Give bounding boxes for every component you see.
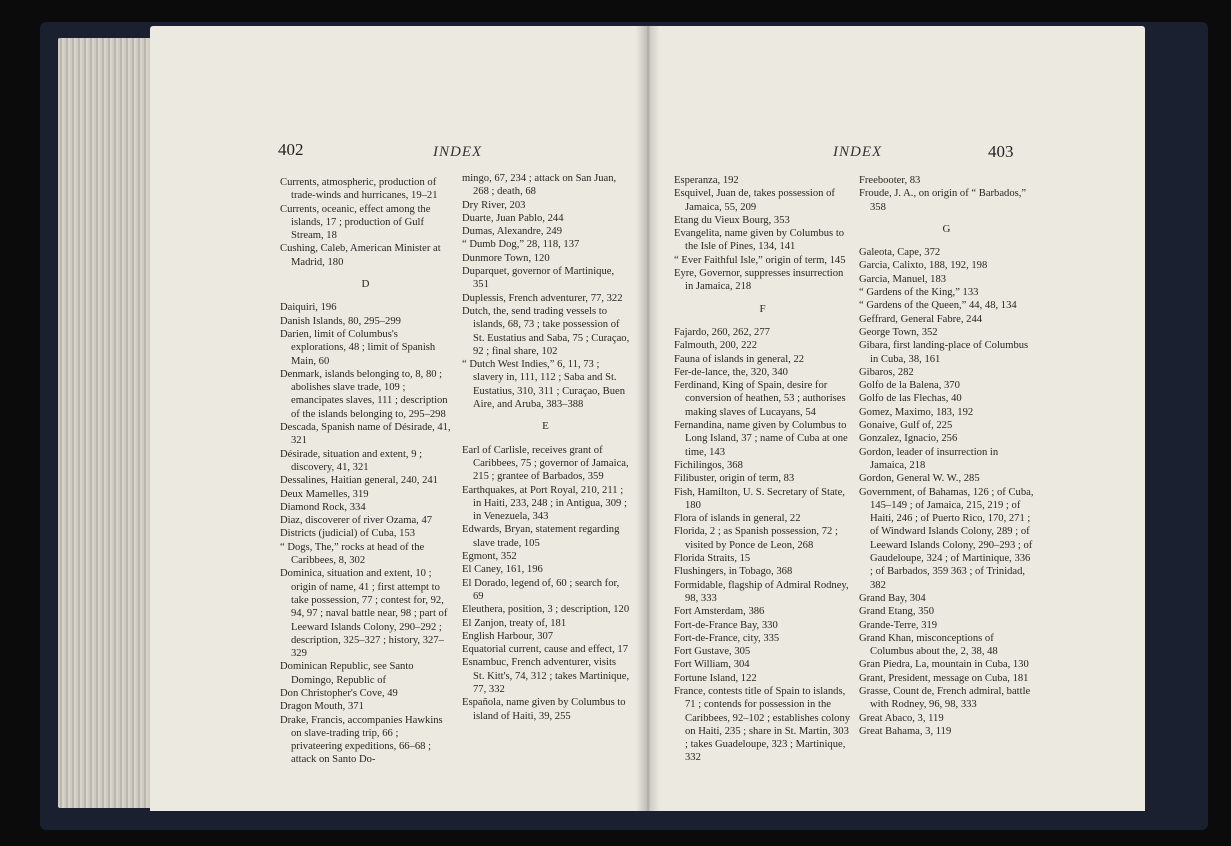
index-entry: Descada, Spanish name of Désirade, 41, 321	[280, 422, 451, 447]
index-entry: Drake, Francis, accompanies Hawkins on slave-trading trip, 66 ; privateering expeditions, 66–68 ; attack on Santo Do-	[280, 714, 443, 766]
index-entry: Earthquakes, at Port Royal, 210, 211 ; in Haiti, 233, 248 ; in Antigua, 309 ; in Venezuela, 343	[462, 484, 627, 523]
left-page	[150, 26, 648, 811]
index-entry: Gordon, General W. W., 285	[859, 473, 980, 485]
index-entry: “ Gardens of the King,” 133	[859, 287, 979, 299]
index-entry: Fer-de-lance, the, 320, 340	[674, 366, 788, 378]
index-entry: Earl of Carlisle, receives grant of Caribbees, 75 ; governor of Jamaica, 215 ; grantee of Barbados, 359	[462, 444, 629, 483]
right-index-column-2	[859, 174, 1035, 738]
index-entry: Esnambuc, French adventurer, visits St. Kitt's, 74, 312 ; takes Martinique, 77, 332	[462, 657, 630, 695]
index-entry: Fort Gustave, 305	[674, 646, 751, 658]
index-entry: Eleuthera, position, 3 ; description, 120	[462, 604, 630, 616]
index-entry: Fort-de-France Bay, 330	[674, 619, 778, 631]
index-entry: Eyre, Governor, suppresses insurrection in Jamaica, 218	[674, 268, 844, 293]
index-entry: El Dorado, legend of, 60 ; search for, 69	[462, 577, 620, 602]
index-entry: Great Bahama, 3, 119	[859, 725, 952, 737]
index-entry: Dumas, Alexandre, 249	[462, 226, 563, 238]
index-entry: Dry River, 203	[462, 199, 526, 211]
index-entry: Dragon Mouth, 371	[280, 701, 364, 713]
index-entry: Fajardo, 260, 262, 277	[674, 326, 770, 338]
index-entry: France, contests title of Spain to islands, 71 ; contends for possession in the Caribbees, 92–102 ; establishes colony on Haiti, 235 ; share in St. Martin, 303 ; takes Guadeloupe, 323 ; Martinique, 332	[674, 685, 851, 764]
section-letter: G	[942, 222, 952, 235]
section-letter: D	[361, 278, 371, 291]
index-entry: Gran Piedra, La, mountain in Cuba, 130	[859, 659, 1029, 671]
index-entry: El Zanjon, treaty of, 181	[462, 617, 567, 629]
index-entry: Gomez, Maximo, 183, 192	[859, 406, 974, 418]
index-entry: “ Gardens of the Queen,” 44, 48, 134	[859, 300, 1017, 312]
index-entry: Gonzalez, Ignacio, 256	[859, 433, 958, 445]
index-entry: Edwards, Bryan, statement regarding slave trade, 105	[462, 524, 620, 549]
index-entry: Fort William, 304	[674, 659, 750, 671]
right-index-column-1	[674, 174, 852, 765]
index-entry: Florida, 2 ; as Spanish possession, 72 ; visited by Ponce de Leon, 268	[674, 526, 838, 551]
index-entry: Grand Bay, 304	[859, 592, 926, 604]
index-entry: Flushingers, in Tobago, 368	[674, 566, 793, 578]
index-entry: Daiquiri, 196	[280, 302, 337, 314]
index-entry: Darien, limit of Columbus's explorations, 48 ; limit of Spanish Main, 60	[280, 328, 436, 367]
index-entry: Golfo de las Flechas, 40	[859, 393, 962, 405]
running-head-right: INDEX	[833, 144, 883, 160]
book-spine-gutter	[636, 26, 660, 811]
index-entry: Government, of Bahamas, 126 ; of Cuba, 145–149 ; of Jamaica, 215, 219 ; of Haiti, 246 ; of Puerto Rico, 170, 271 ; of Windward Islands Colony, 289 ; of Leeward Islands Colony, 290–293 ; of Gaudeloupe, 324 ; of Martinique, 336 ; of Barbados, 359 363 ; of Trinidad, 382	[859, 486, 1034, 591]
index-entry: Grant, President, message on Cuba, 181	[859, 672, 1029, 684]
index-entry: Florida Straits, 15	[674, 553, 751, 565]
section-letter: F	[759, 302, 767, 315]
index-entry: Falmouth, 200, 222	[674, 340, 757, 352]
index-entry: mingo, 67, 234 ; attack on San Juan, 268 ; death, 68	[462, 173, 617, 198]
right-page	[648, 26, 1145, 811]
index-entry: Grand Khan, misconceptions of Columbus about the, 2, 38, 48	[859, 632, 998, 658]
index-entry: Dominican Republic, see Santo Domingo, Republic of	[280, 661, 414, 686]
index-entry: “ Dutch West Indies,” 6, 11, 73 ; slavery in, 111, 112 ; Saba and St. Eustatius, 310, 311 ; Curaçao, Buen Aire, and Aruba, 383–388	[462, 359, 626, 411]
index-entry: Duplessis, French adventurer, 77, 322	[462, 292, 623, 304]
index-entry: Denmark, islands belonging to, 8, 80 ; abolishes slave trade, 109 ; emancipates slaves, 111 ; description of the islands belonging to, 295–298	[280, 368, 448, 420]
index-entry: Diamond Rock, 334	[280, 501, 366, 513]
index-entry: Fort-de-France, city, 335	[674, 632, 780, 644]
index-entry: Flora of islands in general, 22	[674, 513, 801, 525]
index-entry: Currents, atmospheric, production of trade-winds and hurricanes, 19–21	[280, 177, 438, 202]
index-entry: Grand Etang, 350	[859, 606, 935, 618]
index-entry: Esquivel, Juan de, takes possession of Jamaica, 55, 209	[674, 188, 835, 213]
index-entry: Grande-Terre, 319	[859, 619, 938, 631]
index-entry: Esperanza, 192	[674, 175, 739, 186]
index-entry: Garcia, Calixto, 188, 192, 198	[859, 260, 988, 272]
index-entry: Cushing, Caleb, American Minister at Madrid, 180	[280, 243, 441, 268]
left-index-column-1	[280, 176, 452, 767]
index-entry: Freebooter, 83	[859, 175, 921, 186]
index-entry: Désirade, situation and extent, 9 ; discovery, 41, 321	[280, 448, 423, 473]
left-index-column-2	[462, 172, 630, 723]
index-entry: Fernandina, name given by Columbus to Long Island, 37 ; name of Cuba at one time, 143	[674, 420, 848, 458]
index-entry: Fish, Hamilton, U. S. Secretary of State, 180	[674, 486, 845, 511]
index-entry: Equatorial current, cause and effect, 17	[462, 644, 628, 656]
index-entry: Froude, J. A., on origin of “ Barbados,” 358	[859, 188, 1027, 213]
index-entry: Gordon, leader of insurrection in Jamaica, 218	[859, 446, 999, 471]
index-entry: Don Christopher's Cove, 49	[280, 687, 398, 699]
index-entry: Garcia, Manuel, 183	[859, 273, 947, 285]
index-entry: Fauna of islands in general, 22	[674, 353, 805, 365]
index-entry: English Harbour, 307	[462, 630, 554, 642]
index-entry: “ Dumb Dog,” 28, 118, 137	[462, 239, 580, 251]
index-entry: Gibaros, 282	[859, 366, 914, 378]
index-entry: Grasse, Count de, French admiral, battle with Rodney, 96, 98, 333	[859, 685, 1031, 711]
index-entry: Currents, oceanic, effect among the islands, 17 ; production of Gulf Stream, 18	[280, 203, 431, 242]
index-entry: Dutch, the, send trading vessels to islands, 68, 73 ; take possession of St. Eustatius and Saba, 75 ; Curaçao, 92 ; final share, 102	[462, 305, 630, 357]
index-entry: Evangelita, name given by Columbus to the Isle of Pines, 134, 141	[674, 228, 845, 253]
index-entry: Ferdinand, King of Spain, desire for conversion of heathen, 53 ; authorises making slaves of Lucayans, 54	[674, 380, 846, 418]
index-entry: George Town, 352	[859, 326, 938, 338]
index-entry: “ Ever Faithful Isle,” origin of term, 145	[674, 254, 846, 266]
index-entry: Gonaive, Gulf of, 225	[859, 420, 953, 432]
index-entry: Etang du Vieux Bourg, 353	[674, 214, 790, 226]
index-entry: Duparquet, governor of Martinique, 351	[462, 266, 615, 291]
index-entry: El Caney, 161, 196	[462, 564, 543, 576]
index-entry: Dessalines, Haitian general, 240, 241	[280, 475, 438, 487]
index-entry: Formidable, flagship of Admiral Rodney, 98, 333	[674, 579, 849, 604]
page-number-right: 403	[988, 142, 1014, 161]
index-entry: Great Abaco, 3, 119	[859, 712, 944, 724]
index-entry: “ Dogs, The,” rocks at head of the Caribbees, 8, 302	[280, 541, 425, 567]
index-entry: Galeota, Cape, 372	[859, 247, 941, 259]
index-entry: Deux Mamelles, 319	[280, 488, 369, 500]
page-number-left: 402	[278, 140, 304, 159]
index-entry: Egmont, 352	[462, 551, 517, 563]
index-entry: Geffrard, General Fabre, 244	[859, 313, 983, 325]
index-entry: Fort Amsterdam, 386	[674, 606, 765, 618]
index-entry: Dunmore Town, 120	[462, 252, 550, 264]
index-entry: Duarte, Juan Pablo, 244	[462, 212, 564, 224]
index-entry: Danish Islands, 80, 295–299	[280, 315, 401, 327]
index-entry: Dominica, situation and extent, 10 ; origin of name, 41 ; first attempt to take possession, 77 ; contest for, 92, 94, 97 ; naval battle near, 98 ; part of Leeward Islands Colony, 290–292 ; description, 325–327 ; history, 327–329	[280, 568, 448, 660]
index-entry: Española, name given by Columbus to island of Haiti, 39, 255	[462, 697, 626, 722]
index-entry: Golfo de la Balena, 370	[859, 380, 960, 392]
index-entry: Districts (judicial) of Cuba, 153	[280, 528, 416, 540]
section-letter: E	[542, 420, 550, 433]
index-entry: Gibara, first landing-place of Columbus in Cuba, 38, 161	[859, 340, 1029, 365]
index-entry: Filibuster, origin of term, 83	[674, 473, 795, 485]
running-head-left: INDEX	[433, 144, 483, 160]
index-entry: Diaz, discoverer of river Ozama, 47	[280, 515, 433, 527]
index-entry: Fortune Island, 122	[674, 672, 757, 684]
index-entry: Fichilingos, 368	[674, 459, 743, 471]
